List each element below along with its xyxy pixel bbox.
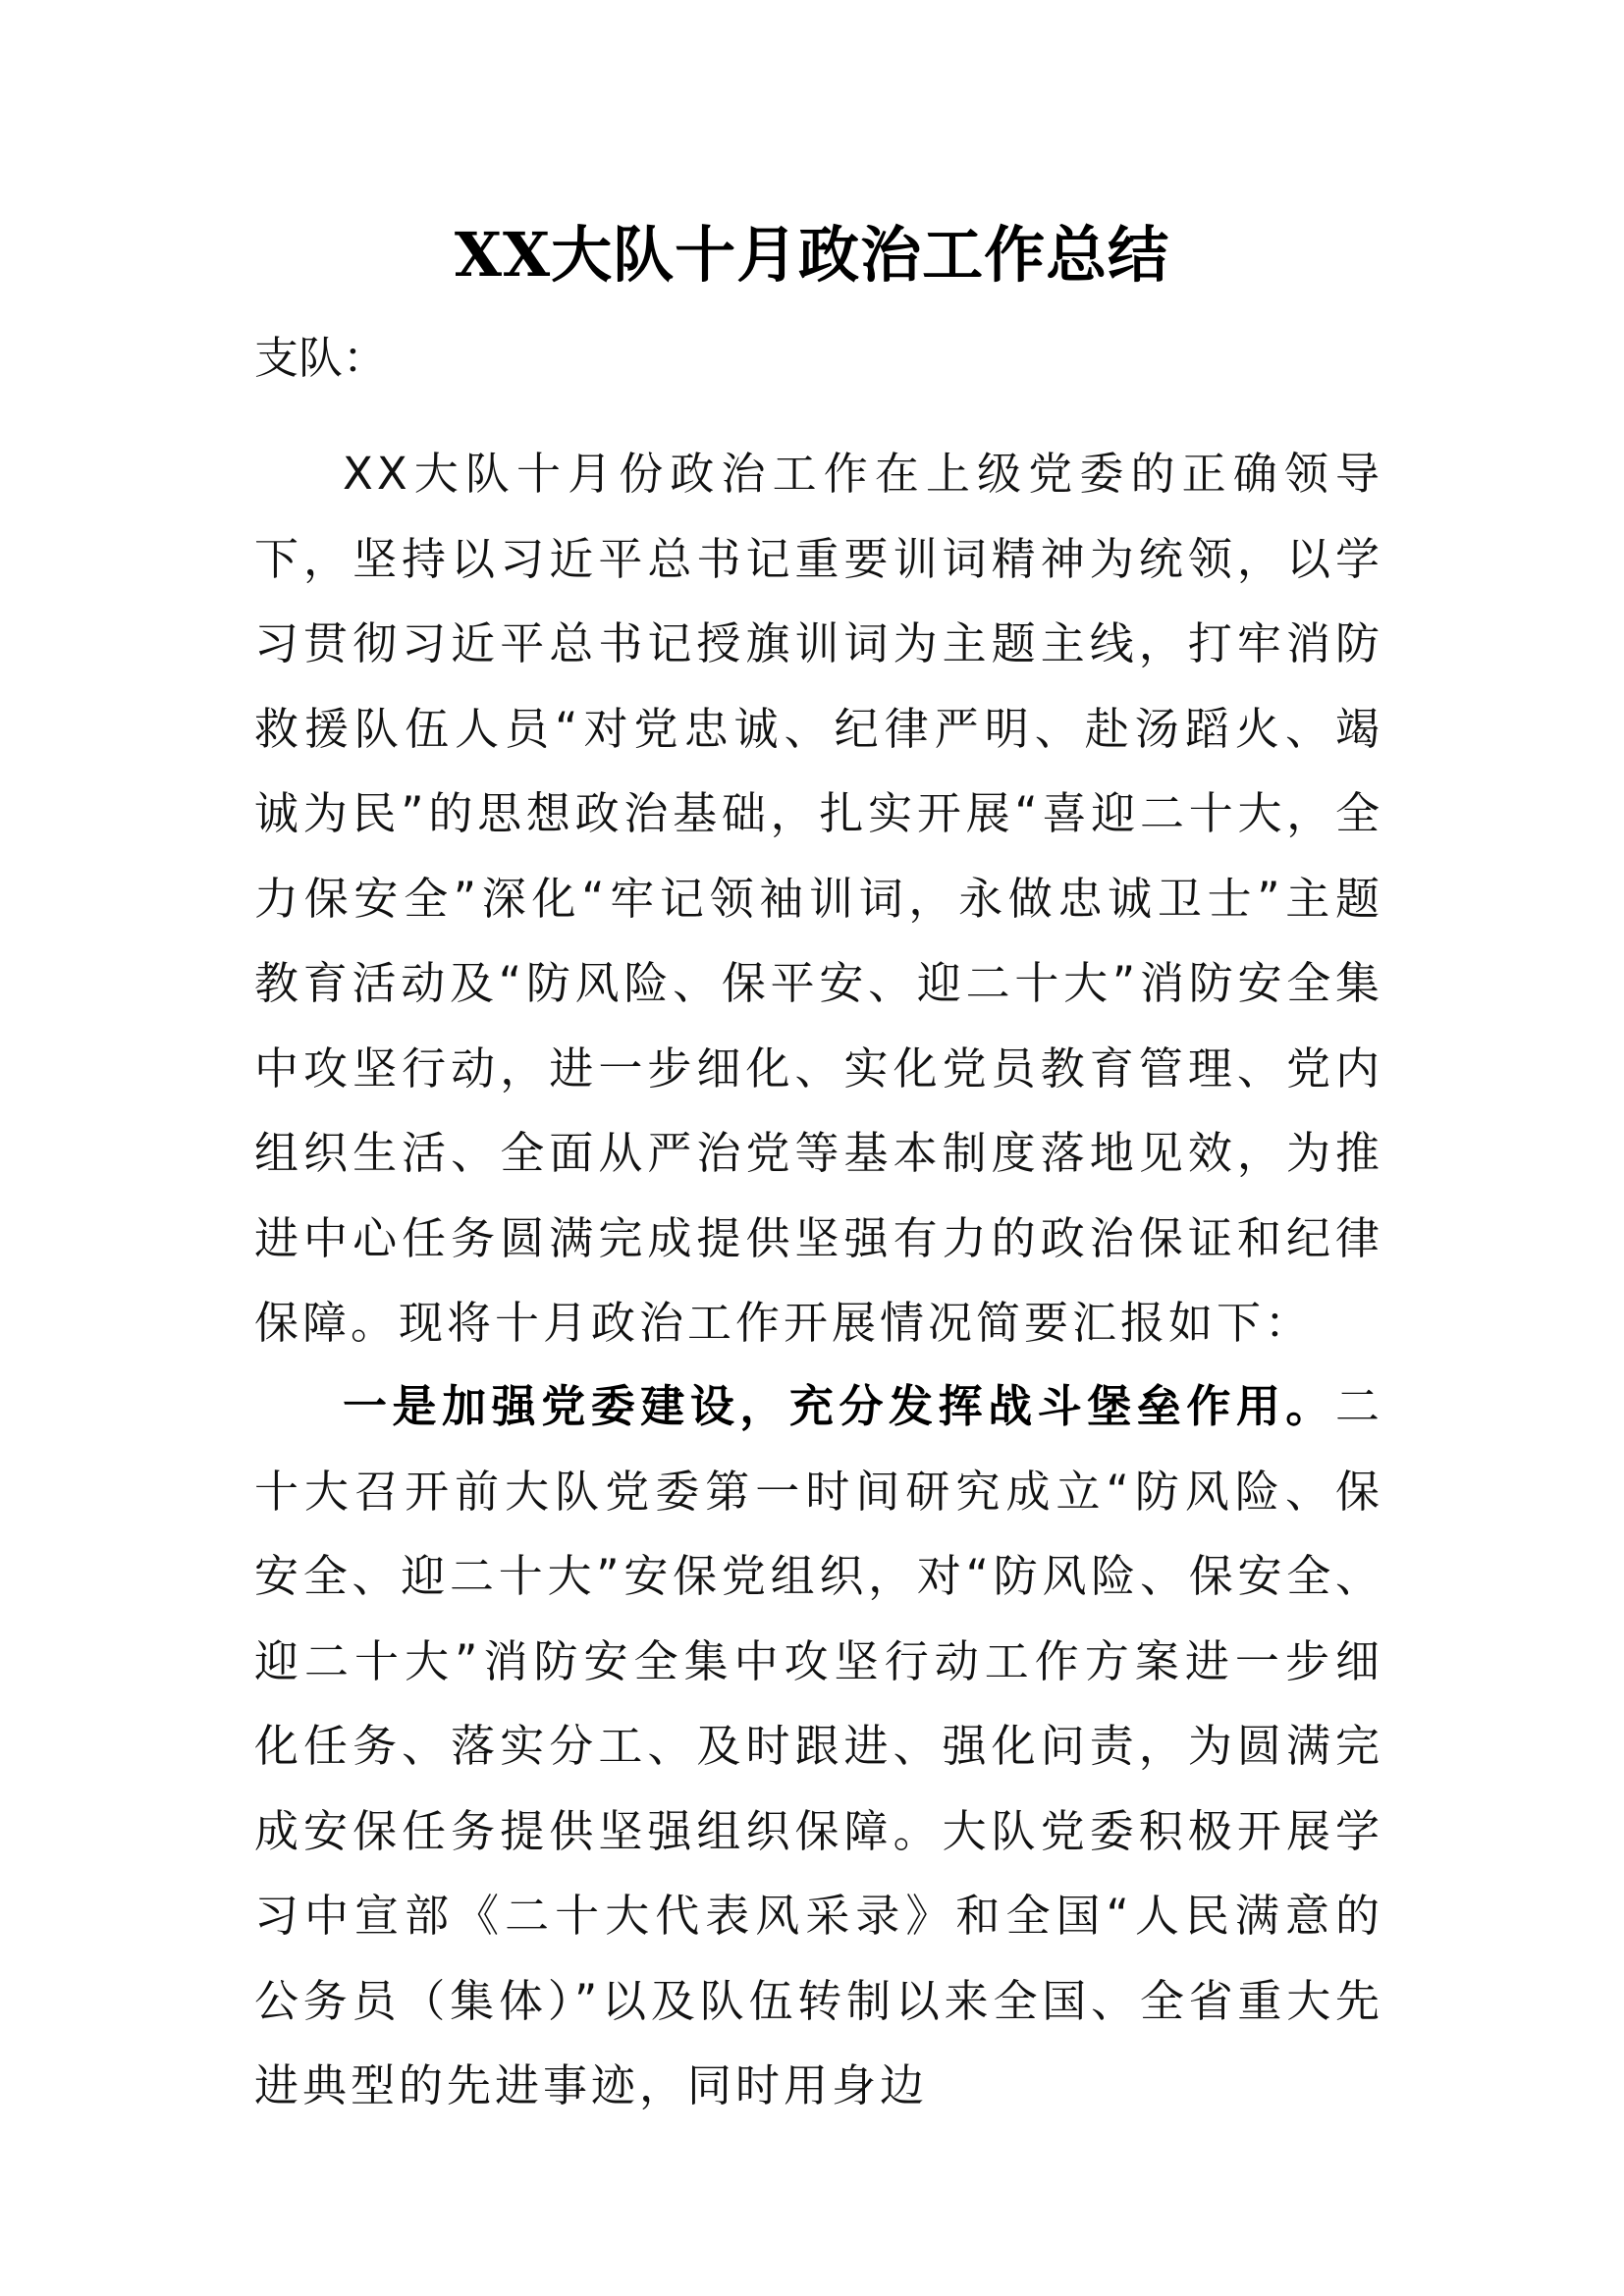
paragraph-party-building-text: 二十大召开前大队党委第一时间研究成立“防风险、保安全、迎二十大”安保党组织，对“防风险、保安全、迎二十大”消防安全集中攻坚行动工作方案进一步细化任务、落实分工、及时跟进、强化问责，为圆满完成安保任务提供坚强组织保障。大队党委积极开展学习中宣部《二十大代表风采录》和全国“人民满意的公务员（集体）”以及队伍转制以来全国、全省重大先进典型的先进事迹，同时用身边 <box>254 1380 1383 2111</box>
salutation: 支队： <box>254 332 388 384</box>
document-title: XX大队十月政治工作总结 <box>454 219 1170 291</box>
paragraph-lead-heading: 一是加强党委建设，充分发挥战斗堡垒作用。 <box>343 1380 1335 1432</box>
paragraph-party-building <box>254 1364 1383 2129</box>
paragraph-intro <box>254 432 1383 1366</box>
paragraph-intro-text: XX大队十月份政治工作在上级党委的正确领导下，坚持以习近平总书记重要训词精神为统领，以学习贯彻习近平总书记授旗训词为主题主线，打牢消防救援队伍人员“对党忠诚、纪律严明、赴汤蹈火、竭诚为民”的思想政治基础，扎实开展“喜迎二十大，全力保安全”深化“牢记领袖训词，永做忠诚卫士”主题教育活动及“防风险、保平安、迎二十大”消防安全集中攻坚行动，进一步细化、实化党员教育管理、党内组织生活、全面从严治党等基本制度落地见效，为推进中心任务圆满完成提供坚强有力的政治保证和纪律保障。现将十月政治工作开展情况简要汇报如下： <box>254 448 1383 1349</box>
